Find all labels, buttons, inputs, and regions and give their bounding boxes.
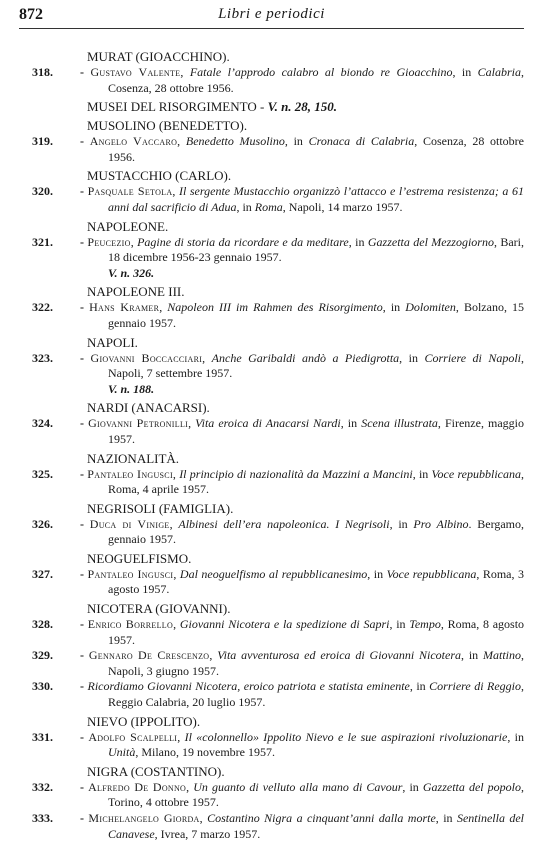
entry-number: 332. — [32, 779, 53, 794]
subject-heading: NAPOLEONE. — [87, 218, 169, 234]
bibliography-entry: 322. - Hans Kramer, Napoleon III im Rahmen des Risorgimento, in Dolomiten, Bolzano, 15 gennaio 1957. — [19, 300, 524, 331]
entry-number: 325. — [32, 466, 53, 481]
entry-title: Pagine di storia da ricordare e da meditare — [137, 234, 349, 249]
entry-title: Napoleon III im Rahmen des Risorgimento — [167, 300, 383, 315]
subject-heading: NAZIONALITÀ. — [87, 450, 180, 466]
subject-heading: MUSOLINO (BENEDETTO). — [87, 118, 248, 134]
subject-heading: NEOGUELFISMO. — [87, 550, 192, 566]
entry-title: Giovanni Nicotera e la spedizione di Sapri — [179, 617, 390, 632]
entry-connector: , in — [348, 234, 368, 249]
page-number: 872 — [19, 6, 43, 23]
entry-connector: , in — [236, 199, 255, 214]
entry-title: Albinesi dell’era napoleonica. I Negrisoli — [178, 516, 390, 531]
entry-title: Ricordiamo Giovanni Nicotera, eroico patriota e statista eminente — [87, 679, 410, 694]
entry-publication: Roma — [254, 199, 283, 214]
entry-title: Fatale l’approdo calabro al biondo re Gioacchino — [189, 65, 453, 79]
entry-details: , Roma, 4 aprile 1957. — [108, 466, 525, 497]
subject-heading: NARDI (ANACARSI). — [87, 400, 210, 416]
entry-author: Pantaleo Ingusci — [87, 466, 173, 481]
entry-author: Pantaleo Ingusci — [87, 566, 174, 581]
entry-details: , Bari, 18 dicembre 1956-23 gennaio 1957. — [108, 234, 525, 265]
entry-publication: Mattino — [483, 648, 522, 663]
subject-heading: NIGRA (COSTANTINO). — [87, 763, 225, 779]
entry-author: Gennaro De Crescenzo — [88, 648, 210, 663]
entry-details: , Torino, 4 ottobre 1957. — [108, 779, 525, 810]
bibliography-entry: 327. - Pantaleo Ingusci, Dal neoguelfismo al repubblicanesimo, in Voce repubblicana, Roma, 3 agosto 1957. — [19, 567, 524, 598]
entry-title: Vita avventurosa ed eroica di Giovanni Nicotera — [217, 648, 462, 663]
entry-number: 328. — [32, 617, 53, 632]
entry-number: 323. — [32, 350, 53, 365]
entry-connector: , in — [389, 617, 410, 632]
entry-author: Michelangelo Giorda — [88, 811, 200, 825]
entry-number: 318. — [32, 65, 53, 79]
entry-publication: Unità — [108, 745, 136, 760]
entry-publication: Gazzetta del Mezzogiorno — [367, 234, 494, 249]
bibliography-entry: 324. - Giovanni Petronilli, Vita eroica di Anacarsi Nardi, in Scena illustrata, Firenze, maggio 1957. — [19, 416, 524, 447]
entry-connector: , in — [340, 416, 362, 431]
entry-number: 320. — [32, 184, 53, 199]
entry-connector: , in — [402, 779, 423, 794]
entry-connector: , in — [452, 65, 478, 79]
entry-number: 322. — [32, 300, 53, 315]
subject-heading: MUSEI DEL RISORGIMENTO - V. n. 28, 150. — [87, 99, 338, 115]
entry-details: , Cosenza, 28 ottobre 1956. — [108, 65, 525, 95]
entry-connector: , in — [507, 729, 525, 744]
entry-author: Duca di Vinige — [89, 516, 170, 531]
entry-author: Gustavo Valente — [90, 65, 181, 79]
entry-author: Adolfo Scalpelli — [88, 729, 178, 744]
subject-heading: NICOTERA (GIOVANNI). — [87, 601, 231, 617]
entry-publication: Cronaca di Calabria — [308, 134, 415, 149]
entry-author: Pasquale Setola — [87, 184, 173, 199]
entry-publication: Corriere di Napoli — [424, 350, 522, 365]
see-also-reference: V. n. 188. — [108, 381, 155, 396]
entry-publication: Scena illustrata — [361, 416, 438, 431]
cross-reference: V. n. 28, 150. — [267, 99, 338, 115]
entry-title: Benedetto Musolino — [185, 134, 285, 149]
entry-details: , Ivrea, 7 marzo 1957. — [154, 826, 261, 841]
entry-connector: , in — [412, 466, 432, 481]
bibliography-entry: 325. - Pantaleo Ingusci, Il principio di nazionalità da Mazzini a Mancini, in Voce repubblicana, Roma, 4 aprile 1957. — [19, 467, 524, 498]
bibliography-list — [19, 46, 524, 842]
entry-title: Dal neoguelfismo al repubblicanesimo — [179, 566, 368, 581]
entry-details: , Cosenza, 28 ottobre 1956. — [108, 134, 525, 164]
entry-connector: , in — [389, 516, 414, 531]
entry-connector: , in — [435, 811, 457, 825]
entry-details: , Napoli, 7 settembre 1957. — [108, 350, 525, 381]
bibliography-entry: 328. - Enrico Borrello, Giovanni Nicotera e la spedizione di Sapri, in Tempo, Roma, 8 agosto 1957. — [19, 617, 524, 648]
entry-publication: Voce repubblicana — [431, 466, 522, 481]
entry-details: , Roma, 3 agosto 1957. — [108, 566, 524, 597]
entry-details: , Roma, 8 agosto 1957. — [108, 617, 525, 647]
bibliography-entry: 326. - Duca di Vinige, Albinesi dell’era napoleonica. I Negrisoli, in Pro Albino. Bergamo, gennaio 1957. — [19, 517, 524, 548]
bibliography-entry: 333. - Michelangelo Giorda, Costantino Nigra a cinquant’anni dalla morte, in Sentinella del Canavese, Ivrea, 7 marzo 1957. — [19, 811, 524, 842]
bibliography-entry: 318. - Gustavo Valente, Fatale l’approdo calabro al biondo re Gioacchino, in Calabria, Cosenza, 28 ottobre 1956. — [19, 65, 524, 96]
entry-title: Il sergente Mustacchio organizzò l’attacco e l’estrema resistenza; a 61 anni dal sacrificio di Adua — [108, 184, 525, 214]
entry-title: Vita eroica di Anacarsi Nardi — [195, 416, 341, 431]
entry-author: Giovanni Boccacciari — [90, 350, 203, 365]
entry-author: Giovanni Petronilli — [88, 416, 189, 431]
entry-connector: , in — [382, 300, 406, 315]
subject-heading: NAPOLI. — [87, 334, 138, 350]
entry-author: Hans Kramer — [89, 300, 160, 315]
entry-connector: , in — [399, 350, 425, 365]
entry-details: , Bolzano, 15 gennaio 1957. — [108, 300, 524, 330]
entry-publication: Sentinella del Canavese — [108, 811, 525, 841]
entry-details: , Milano, 19 novembre 1957. — [135, 745, 275, 760]
page-header — [19, 6, 524, 29]
subject-heading: MURAT (GIOACCHINO). — [87, 49, 230, 64]
entry-author: Alfredo De Donno — [88, 779, 187, 794]
entry-publication: Pro Albino — [413, 516, 469, 531]
entry-author: Enrico Borrello — [87, 617, 174, 632]
bibliography-entry: 329. - Gennaro De Crescenzo, Vita avventurosa ed eroica di Giovanni Nicotera, in Mattino, Napoli, 3 giugno 1957. — [19, 648, 524, 679]
entry-author: Peucezio — [87, 234, 131, 249]
entry-publication: Gazzetta del popolo — [422, 779, 522, 794]
entry-title: Il «colonnello» Ippolito Nievo e le sue aspirazioni rivoluzionarie — [184, 729, 508, 744]
entry-title: Costantino Nigra a cinquant’anni dalla morte — [207, 811, 436, 825]
bibliography-entry: 330. - Ricordiamo Giovanni Nicotera, eroico patriota e statista eminente, in Corriere di Reggio, Reggio Calabria, 20 luglio 1957. — [19, 679, 524, 710]
bibliography-entry: 332. - Alfredo De Donno, Un guanto di velluto alla mano di Cavour, in Gazzetta del popolo, Torino, 4 ottobre 1957. — [19, 780, 524, 811]
entry-connector: , in — [409, 679, 430, 694]
subject-heading: NEGRISOLI (FAMIGLIA). — [87, 500, 234, 516]
entry-details: , Reggio Calabria, 20 luglio 1957. — [108, 679, 524, 710]
see-also-reference: V. n. 326. — [108, 265, 155, 280]
entry-connector: , in — [461, 648, 484, 663]
entry-connector: , in — [367, 566, 387, 581]
entry-number: 331. — [32, 729, 53, 744]
entry-number: 327. — [32, 566, 53, 581]
entry-number: 329. — [32, 648, 53, 663]
entry-number: 330. — [32, 679, 53, 694]
running-title: Libri e periodici — [218, 6, 325, 22]
entry-publication: Tempo — [409, 617, 441, 632]
bibliography-entry: 319. - Angelo Vaccaro, Benedetto Musolino, in Cronaca di Calabria, Cosenza, 28 ottobre 1956. — [19, 134, 524, 165]
subject-heading: NAPOLEONE III. — [87, 284, 185, 300]
subject-heading: NIEVO (IPPOLITO). — [87, 713, 201, 729]
entry-author: Angelo Vaccaro — [89, 134, 178, 149]
entry-number: 321. — [32, 234, 53, 249]
entry-number: 333. — [32, 811, 53, 825]
entry-details: , Firenze, maggio 1957. — [108, 416, 524, 446]
entry-details: , Napoli, 3 giugno 1957. — [108, 648, 525, 678]
entry-title: Un guanto di velluto alla mano di Cavour — [193, 779, 403, 794]
bibliography-entry: 331. - Adolfo Scalpelli, Il «colonnello» Ippolito Nievo e le sue aspirazioni rivoluzionarie, in Unità, Milano, 19 novembre 1957. — [19, 730, 524, 761]
entry-number: 324. — [32, 416, 53, 431]
entry-details: , Napoli, 14 marzo 1957. — [282, 199, 403, 214]
entry-number: 326. — [32, 516, 53, 531]
entry-number: 319. — [32, 134, 53, 149]
entry-details: . Bergamo, gennaio 1957. — [108, 516, 525, 547]
entry-publication: Corriere di Reggio — [429, 679, 521, 694]
entry-publication: Voce repubblicana — [386, 566, 477, 581]
subject-heading: MUSTACCHIO (CARLO). — [87, 168, 232, 184]
entry-publication: Calabria — [477, 65, 522, 79]
entry-publication: Dolomiten — [405, 300, 456, 315]
entry-title: Il principio di nazionalità da Mazzini a Mancini — [179, 466, 413, 481]
entry-title: Anche Garibaldi andò a Piedigrotta — [211, 350, 400, 365]
entry-connector: , in — [284, 134, 309, 149]
bibliography-entry: 321. - Peucezio, Pagine di storia da ricordare e da meditare, in Gazzetta del Mezzogiorno, Bari, 18 dicembre 1956-23 gennaio 1957. — [19, 235, 524, 266]
bibliography-entry: 323. - Giovanni Boccacciari, Anche Garibaldi andò a Piedigrotta, in Corriere di Napoli, Napoli, 7 settembre 1957. — [19, 351, 524, 382]
bibliography-entry: 320. - Pasquale Setola, Il sergente Mustacchio organizzò l’attacco e l’estrema resistenza; a 61 anni dal sacrificio di Adua, in Roma, Napoli, 14 marzo 1957. — [19, 184, 524, 215]
